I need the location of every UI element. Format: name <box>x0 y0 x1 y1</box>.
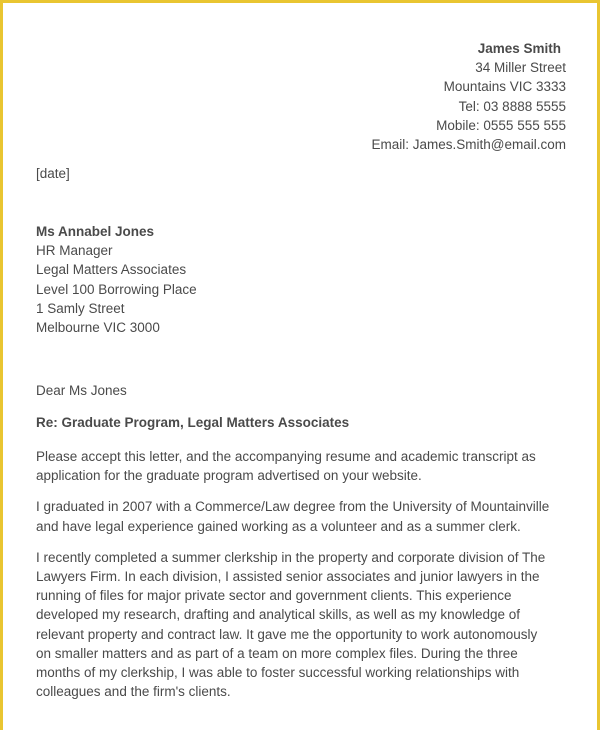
sender-tel: Tel: 03 8888 5555 <box>458 98 566 114</box>
recipient-company: Legal Matters Associates <box>36 262 187 278</box>
paragraph-line: and have legal experience gained working as a volunteer and as a summer clerk. <box>36 518 521 534</box>
paragraph-2 <box>36 497 576 535</box>
recipient-address-line2: 1 Samly Street <box>36 300 125 316</box>
paragraph-line: on smaller matters and as part of a team on more complex files. During the three <box>36 645 518 661</box>
salutation: Dear Ms Jones <box>36 383 127 398</box>
recipient-address-line1: Level 100 Borrowing Place <box>36 281 197 297</box>
letter-date: [date] <box>36 166 70 181</box>
paragraph-line: developed my research, drafting and analytical skills, as well as my knowledge of <box>36 607 520 623</box>
paragraph-line: I graduated in 2007 with a Commerce/Law degree from the University of Mountainville <box>36 499 550 515</box>
letter-page <box>3 3 597 730</box>
sender-address-line2: Mountains VIC 3333 <box>443 79 566 95</box>
paragraph-3 <box>36 548 576 702</box>
subject-line: Re: Graduate Program, Legal Matters Associates <box>36 415 350 430</box>
sender-name: James Smith <box>477 41 561 56</box>
sender-email: Email: James.Smith@email.com <box>371 137 566 153</box>
recipient-address-line3: Melbourne VIC 3000 <box>36 320 160 336</box>
paragraph-1 <box>36 447 576 485</box>
recipient-name: Ms Annabel Jones <box>36 224 155 239</box>
paragraph-line: Please accept this letter, and the accompanying resume and academic transcript as <box>36 449 536 464</box>
sender-mobile: Mobile: 0555 555 555 <box>436 117 566 133</box>
letter-body <box>36 447 576 713</box>
sender-address-line1: 34 Miller Street <box>475 60 566 76</box>
sender-block <box>372 39 567 154</box>
paragraph-line: application for the graduate program advertised on your website. <box>36 468 422 484</box>
paragraph-line: Lawyers Firm. In each division, I assisted senior associates and junior lawyers in the <box>36 569 540 585</box>
paragraph-line: relevant property and contract law. It gave me the opportunity to work autonomously <box>36 626 538 642</box>
paragraph-line: colleagues and the firm's clients. <box>36 684 231 700</box>
paragraph-line: running of files for major private sector and government clients. This experience <box>36 588 512 604</box>
recipient-block <box>36 222 197 337</box>
recipient-title: HR Manager <box>36 243 113 259</box>
paragraph-line: I recently completed a summer clerkship in the property and corporate division of The <box>36 549 546 565</box>
paragraph-line: months of my clerkship, I was able to foster successful working relationships with <box>36 665 520 681</box>
